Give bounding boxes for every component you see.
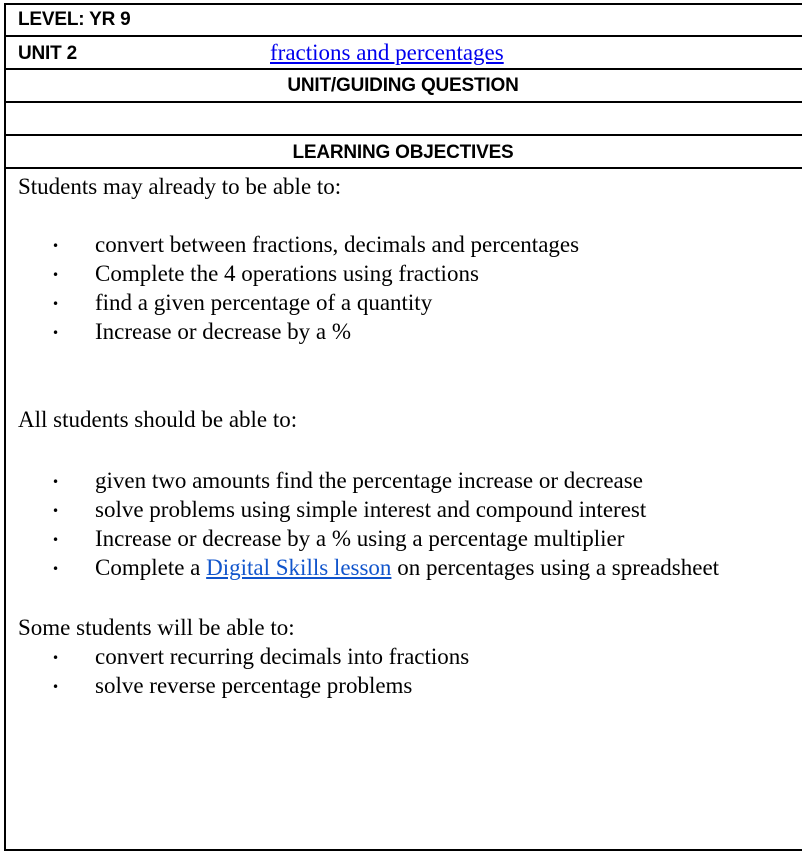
row-divider <box>4 101 802 103</box>
bullet-icon: • <box>52 533 60 547</box>
table-left-border <box>4 3 6 851</box>
unit-title-link[interactable]: fractions and percentages <box>270 40 504 65</box>
bullet-icon: • <box>52 651 60 665</box>
list-item-text: find a given percentage of a quantity <box>95 290 433 315</box>
list-item-text: given two amounts find the percentage increase or decrease <box>95 468 643 493</box>
list-item-text <box>95 555 719 581</box>
bullet-icon: • <box>52 562 60 576</box>
may-already-intro: Students may already to be able to: <box>18 174 342 199</box>
digital-skills-lesson-link[interactable]: Digital Skills lesson <box>206 555 392 580</box>
row-divider <box>4 134 802 136</box>
item-suffix: on percentages using a spreadsheet <box>391 555 720 580</box>
all-students-intro: All students should be able to: <box>18 407 298 432</box>
list-item-text: Increase or decrease by a % using a percentage multiplier <box>95 526 625 551</box>
level-label: LEVEL: YR 9 <box>18 9 131 30</box>
unit-title-cell <box>270 40 504 66</box>
some-students-intro: Some students will be able to: <box>18 615 295 640</box>
list-item-text: convert recurring decimals into fractions <box>95 644 470 669</box>
table-top-border <box>4 3 802 5</box>
bullet-icon: • <box>52 297 60 311</box>
bullet-icon: • <box>52 239 60 253</box>
row-divider <box>4 167 802 169</box>
list-item-text: Increase or decrease by a % <box>95 319 352 344</box>
bullet-icon: • <box>52 475 60 489</box>
guiding-question-heading: UNIT/GUIDING QUESTION <box>287 75 519 96</box>
list-item-text: solve reverse percentage problems <box>95 673 413 698</box>
list-item-text: convert between fractions, decimals and percentages <box>95 232 580 257</box>
table-bottom-border <box>4 849 802 851</box>
bullet-icon: • <box>52 680 60 694</box>
item-prefix: Complete a <box>95 555 207 580</box>
row-divider <box>4 68 802 70</box>
bullet-icon: • <box>52 504 60 518</box>
learning-objectives-heading: LEARNING OBJECTIVES <box>292 142 514 163</box>
row-divider <box>4 35 802 37</box>
list-item-text: solve problems using simple interest and compound interest <box>95 497 647 522</box>
list-item-text: Complete the 4 operations using fractions <box>95 261 479 286</box>
bullet-icon: • <box>52 326 60 340</box>
unit-label: UNIT 2 <box>18 43 77 64</box>
bullet-icon: • <box>52 268 60 282</box>
